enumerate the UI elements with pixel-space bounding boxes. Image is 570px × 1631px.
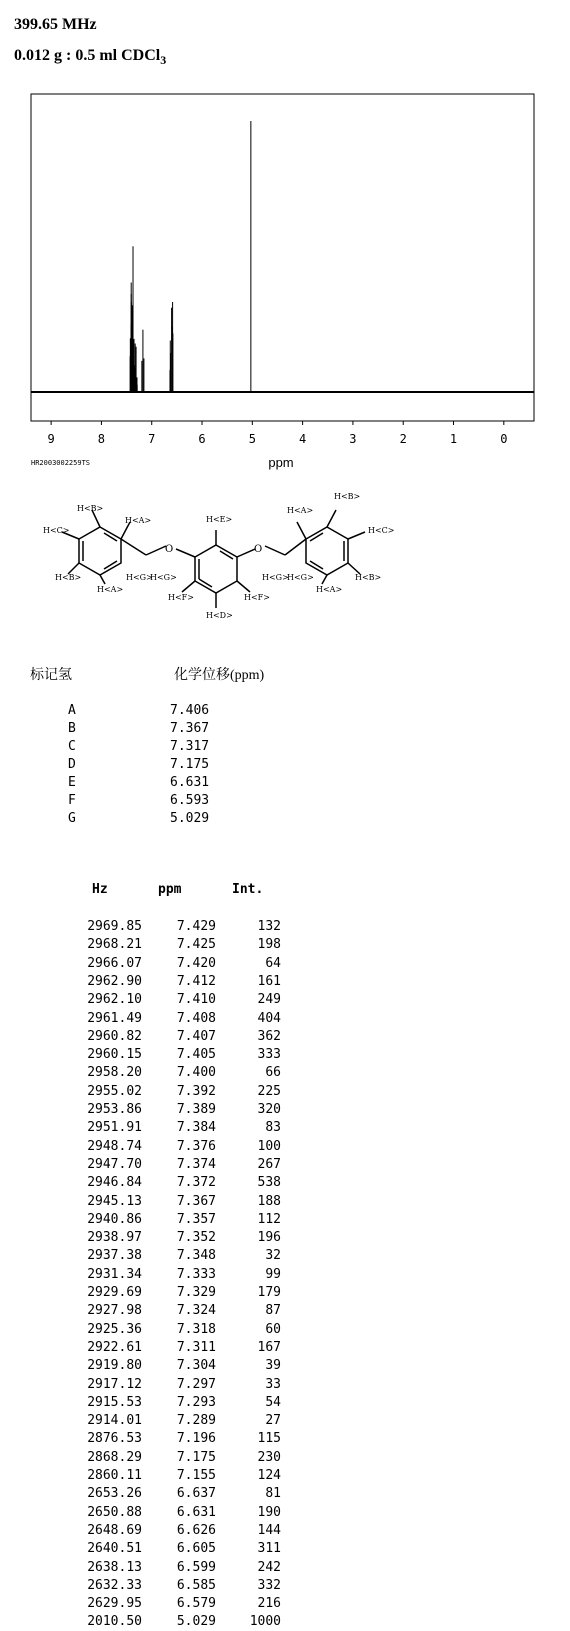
peak-hz: 2960.82	[87, 1028, 142, 1044]
h-label: H<A>	[316, 585, 343, 594]
peak-int: 81	[265, 1486, 281, 1502]
peak-ppm: 6.579	[176, 1596, 216, 1612]
assignment-label: B	[68, 721, 76, 736]
peak-hz: 2962.10	[87, 992, 142, 1008]
h-label: H<G>	[287, 573, 314, 582]
peak-ppm: 7.408	[176, 1010, 216, 1026]
assignment-shift: 6.593	[170, 793, 210, 808]
h-label: H<F>	[244, 593, 270, 602]
peak-hz: 2922.61	[87, 1339, 142, 1355]
peak-int: 66	[265, 1065, 281, 1081]
peak-ppm: 5.029	[176, 1614, 216, 1630]
assignment-shift: 7.367	[170, 721, 210, 736]
peak-ppm: 6.626	[176, 1522, 216, 1538]
peak-hz: 2632.33	[87, 1577, 142, 1593]
assignment-label: G	[68, 811, 76, 826]
peak-lines	[130, 121, 251, 392]
peak-int: 249	[257, 992, 281, 1008]
peak-int: 32	[265, 1248, 281, 1264]
h-label: H<E>	[206, 515, 233, 524]
peak-ppm: 7.329	[176, 1285, 216, 1300]
nmr-spectrum-chart	[0, 0, 570, 480]
peak-int: 404	[257, 1010, 281, 1026]
assignment-label: F	[68, 793, 76, 808]
peak-hz: 2927.98	[87, 1303, 142, 1319]
peak-int: 167	[257, 1339, 281, 1355]
peak-int: 538	[257, 1175, 281, 1191]
peak-hz: 2955.02	[87, 1083, 142, 1099]
x-tick-label: 3	[349, 432, 357, 446]
h-label: H<F>	[168, 593, 194, 602]
peak-int: 179	[257, 1285, 281, 1300]
peak-int: 124	[257, 1468, 281, 1483]
peak-hz: 2648.69	[87, 1522, 142, 1538]
peak-hz: 2917.12	[87, 1376, 142, 1392]
peak-int: 100	[257, 1138, 281, 1154]
peak-int: 216	[257, 1596, 281, 1612]
assignment-shift: 5.029	[170, 811, 210, 826]
peak-ppm: 7.392	[176, 1083, 216, 1099]
h-label: H<A>	[287, 506, 314, 515]
peak-ppm: 7.429	[176, 919, 216, 934]
o-label: O	[165, 544, 174, 555]
peak-int: 267	[257, 1156, 281, 1172]
peak-hz: 2961.49	[87, 1010, 142, 1026]
x-tick-label: 2	[399, 432, 407, 446]
peak-hz: 2876.53	[87, 1431, 142, 1447]
peak-int: 332	[257, 1577, 281, 1593]
peak-int: 1000	[249, 1614, 281, 1630]
sample-subscript: 3	[160, 53, 167, 67]
peak-hz: 2945.13	[87, 1193, 142, 1209]
peak-int: 144	[257, 1522, 281, 1538]
peak-ppm: 7.367	[176, 1193, 216, 1209]
peak-hz: 2966.07	[87, 955, 142, 971]
peak-ppm: 7.412	[176, 973, 216, 989]
peak-ppm: 7.318	[176, 1321, 216, 1337]
h-label: H<B>	[55, 573, 82, 582]
peak-int: 132	[257, 919, 281, 934]
peak-int: 362	[257, 1028, 281, 1044]
peak-ppm: 7.324	[176, 1303, 216, 1319]
peak-ppm: 7.196	[176, 1431, 216, 1447]
assignment-label: C	[68, 739, 76, 754]
peak-hz: 2638.13	[87, 1559, 142, 1575]
peak-hz: 2650.88	[87, 1504, 142, 1520]
peak-int: 54	[265, 1394, 281, 1410]
peak-ppm: 7.405	[176, 1047, 216, 1063]
h-label: H<C>	[368, 526, 395, 535]
o-label: O	[254, 544, 263, 555]
x-tick-label: 1	[449, 432, 458, 446]
peak-ppm: 7.400	[176, 1065, 216, 1081]
peak-ppm: 7.376	[176, 1138, 216, 1154]
peak-hz: 2947.70	[87, 1156, 142, 1172]
peak-hz: 2925.36	[87, 1321, 142, 1337]
spectrometer-frequency: 399.65 MHz	[14, 16, 97, 33]
peak-ppm: 6.585	[176, 1577, 216, 1593]
h-label: H<G>	[150, 573, 177, 582]
assignment-header-shift: 化学位移(ppm)	[174, 668, 265, 683]
peak-int: 33	[265, 1376, 281, 1392]
h-label: H<G>	[126, 573, 153, 582]
peak-ppm: 7.348	[176, 1248, 216, 1264]
peak-hz: 2969.85	[87, 919, 142, 934]
peak-header-int: Int.	[232, 882, 264, 897]
peak-hz: 2938.97	[87, 1230, 142, 1246]
x-tick-label: 9	[47, 432, 55, 446]
peak-hz: 2868.29	[87, 1449, 142, 1465]
peak-ppm: 6.599	[176, 1559, 216, 1575]
peak-header-ppm: ppm	[158, 882, 182, 897]
peak-hz: 2940.86	[87, 1211, 142, 1227]
peak-hz: 2629.95	[87, 1596, 142, 1612]
h-label: H<B>	[77, 504, 104, 513]
assignment-label: A	[68, 703, 76, 718]
h-label: H<B>	[334, 492, 361, 501]
peak-int: 161	[257, 973, 281, 989]
spectrum-id: HR2003002259TS	[31, 459, 91, 467]
peak-hz: 2960.15	[87, 1047, 142, 1063]
h-label: H<A>	[97, 585, 124, 594]
peak-hz: 2010.50	[87, 1614, 142, 1630]
peak-ppm: 7.175	[176, 1449, 216, 1465]
peak-hz: 2931.34	[87, 1266, 142, 1282]
assignment-label: D	[68, 757, 76, 772]
peak-int: 115	[257, 1431, 281, 1447]
assignment-label: E	[68, 775, 76, 790]
peak-int: 311	[257, 1541, 281, 1557]
peak-int: 333	[257, 1047, 281, 1063]
structure-labels	[43, 492, 395, 620]
h-label: H<C>	[43, 526, 70, 535]
peak-ppm: 7.333	[176, 1266, 216, 1282]
peak-ppm: 7.372	[176, 1175, 216, 1191]
assignment-header-label: 标记氢	[30, 668, 72, 683]
peak-hz: 2653.26	[87, 1486, 142, 1502]
peak-hz: 2948.74	[87, 1138, 142, 1154]
peak-hz: 2951.91	[87, 1120, 142, 1136]
peak-int: 225	[257, 1083, 281, 1099]
peak-ppm: 7.155	[176, 1468, 216, 1483]
peak-ppm: 7.304	[176, 1358, 216, 1374]
peak-ppm: 7.289	[176, 1413, 216, 1429]
peak-ppm: 7.407	[176, 1028, 216, 1044]
peak-ppm: 7.420	[176, 955, 216, 971]
peak-int: 112	[257, 1211, 281, 1227]
peak-int: 64	[265, 955, 281, 971]
peak-ppm: 7.357	[176, 1211, 216, 1227]
peak-int: 87	[265, 1303, 281, 1319]
peak-ppm: 7.311	[176, 1339, 216, 1355]
peak-int: 39	[265, 1358, 281, 1374]
peak-int: 230	[257, 1449, 281, 1465]
peak-ppm: 6.631	[176, 1504, 216, 1520]
peak-hz: 2860.11	[87, 1468, 142, 1483]
peak-ppm: 7.410	[176, 992, 216, 1008]
peak-hz: 2914.01	[87, 1413, 142, 1429]
assignment-shift: 7.317	[170, 739, 210, 754]
x-tick-label: 5	[248, 432, 256, 446]
peak-hz: 2929.69	[87, 1285, 142, 1300]
peak-int: 27	[265, 1413, 281, 1429]
peak-header-hz: Hz	[92, 882, 108, 897]
x-axis-ticks	[48, 421, 508, 446]
peak-ppm: 7.384	[176, 1120, 216, 1136]
peak-int: 83	[265, 1120, 281, 1136]
peak-ppm: 7.425	[176, 937, 216, 953]
peak-ppm: 7.297	[176, 1376, 216, 1392]
assignment-shift: 7.175	[170, 757, 210, 772]
peak-int: 190	[257, 1504, 281, 1520]
peak-ppm: 6.605	[176, 1541, 216, 1557]
peak-hz: 2958.20	[87, 1065, 142, 1081]
peak-int: 320	[257, 1102, 281, 1117]
sample-text: 0.012 g : 0.5 ml CDCl	[14, 47, 161, 64]
peak-ppm: 7.374	[176, 1156, 216, 1172]
h-label: H<D>	[206, 611, 233, 620]
peak-hz: 2640.51	[87, 1541, 142, 1557]
peak-hz: 2953.86	[87, 1102, 142, 1117]
peak-ppm: 7.389	[176, 1102, 216, 1117]
peak-int: 196	[257, 1230, 281, 1246]
h-label: H<G>	[262, 573, 289, 582]
peak-hz: 2915.53	[87, 1394, 142, 1410]
peak-hz: 2962.90	[87, 973, 142, 989]
peak-hz: 2937.38	[87, 1248, 142, 1264]
peak-int: 60	[265, 1321, 281, 1337]
peak-hz: 2919.80	[87, 1358, 142, 1374]
assignment-shift: 6.631	[170, 775, 210, 790]
x-axis-label: ppm	[268, 455, 294, 470]
x-tick-label: 8	[97, 432, 106, 446]
x-tick-label: 6	[198, 432, 206, 446]
peak-hz: 2946.84	[87, 1175, 142, 1191]
peak-int: 242	[257, 1559, 281, 1575]
x-tick-label: 0	[500, 432, 508, 446]
h-label: H<A>	[125, 516, 152, 525]
peak-hz: 2968.21	[87, 937, 142, 953]
peak-ppm: 7.352	[176, 1230, 216, 1246]
peak-ppm: 7.293	[176, 1394, 216, 1410]
peak-int: 188	[257, 1193, 281, 1209]
peak-int: 99	[265, 1266, 281, 1282]
plot-frame	[31, 94, 534, 421]
h-label: H<B>	[355, 573, 382, 582]
molecule-structure	[0, 492, 420, 640]
x-tick-label: 4	[299, 432, 307, 446]
peak-ppm: 6.637	[176, 1486, 216, 1502]
peak-int: 198	[257, 937, 281, 953]
assignment-shift: 7.406	[170, 703, 210, 718]
x-tick-label: 7	[148, 432, 156, 446]
